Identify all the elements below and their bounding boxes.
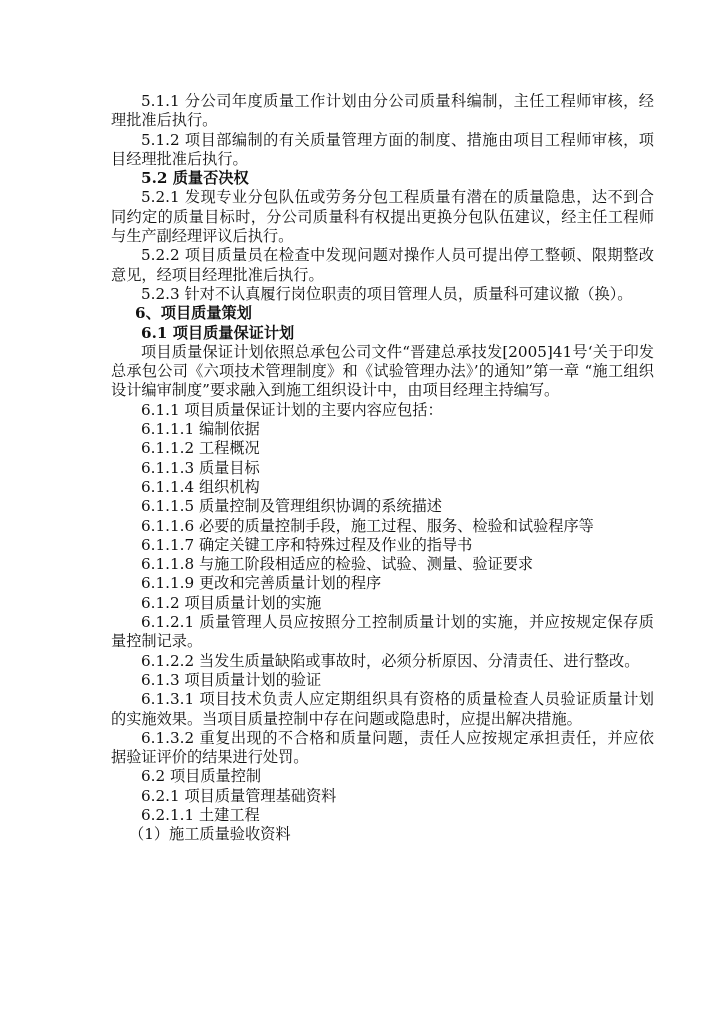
paragraph-6-1-3: 6.1.3 项目质量计划的验证: [141, 670, 322, 689]
list-item-6-1-1-1: 6.1.1.1 编制依据: [141, 420, 260, 439]
list-item-6-1-1-8: 6.1.1.8 与施工阶段相适应的检验、试验、测量、验证要求: [141, 555, 534, 574]
paragraph-5-2-3: 5.2.3 针对不认真履行岗位职责的项目管理人员，质量科可建议撤（换）。: [141, 284, 633, 303]
list-item-6-1-1-9: 6.1.1.9 更改和完善质量计划的程序: [141, 574, 382, 593]
heading-5-2: 5.2 质量否决权: [141, 169, 249, 188]
list-item-6-1-1-5: 6.1.1.5 质量控制及管理组织协调的系统描述: [141, 497, 442, 516]
paragraph-5-2-1: 5.2.1 发现专业分包队伍或劳务分包工程质量有潜在的质量隐患，达不到合同约定的质量目标时，分公司质量科有权提出更换分包队伍建议，经主任工程师与生产副经理评议后执行。: [111, 188, 654, 246]
heading-6: 6、项目质量策划: [135, 304, 252, 323]
paragraph-5-1-1: 5.1.1 分公司年度质量工作计划由分公司质量科编制，主任工程师审核，经理批准后执行。: [111, 92, 654, 130]
paragraph-5-2-2: 5.2.2 项目质量员在检查中发现问题对操作人员可提出停工整顿、限期整改意见，经项目经理批准后执行。: [111, 246, 654, 284]
list-item-6-1-1-4: 6.1.1.4 组织机构: [141, 477, 260, 496]
paragraph-6-1-intro: 项目质量保证计划依照总承包公司文件“晋建总承技发[2005]41号‘关于印发总承包公司《六项技术管理制度》和《试验管理办法》’的通知”第一章 “施工组织设计编审制度”要求融入到施工组织设计中，由项目经理主持编写。: [111, 342, 654, 400]
paragraph-6-1-2-2: 6.1.2.2 当发生质量缺陷或事故时，必须分析原因、分清责任、进行整改。: [141, 651, 640, 670]
list-item-6-1-1-7: 6.1.1.7 确定关键工序和特殊过程及作业的指导书: [141, 535, 473, 554]
paragraph-6-2-1-1: 6.2.1.1 土建工程: [141, 805, 260, 824]
paragraph-6-2-1: 6.2.1 项目质量管理基础资料: [141, 786, 337, 805]
heading-6-1: 6.1 项目质量保证计划: [141, 323, 295, 342]
paragraph-6-1-2-1: 6.1.2.1 质量管理人员应按照分工控制质量计划的实施，并应按规定保存质量控制记录。: [111, 613, 654, 651]
paragraph-6-1-2: 6.1.2 项目质量计划的实施: [141, 593, 322, 612]
paragraph-5-1-2: 5.1.2 项目部编制的有关质量管理方面的制度、措施由项目工程师审核，项目经理批准后执行。: [111, 130, 654, 168]
paragraph-6-1-1: 6.1.1 项目质量保证计划的主要内容应包括：: [141, 400, 443, 419]
list-item-construction-acceptance: （1）施工质量验收资料: [129, 825, 291, 844]
list-item-6-1-1-2: 6.1.1.2 工程概况: [141, 439, 260, 458]
paragraph-6-1-3-1: 6.1.3.1 项目技术负责人应定期组织具有资格的质量检查人员验证质量计划的实施效果。当项目质量控制中存在问题或隐患时，应提出解决措施。: [111, 690, 654, 728]
list-item-6-1-1-6: 6.1.1.6 必要的质量控制手段，施工过程、服务、检验和试验程序等: [141, 516, 594, 535]
list-item-6-1-1-3: 6.1.1.3 质量目标: [141, 458, 260, 477]
paragraph-6-2: 6.2 项目质量控制: [141, 767, 262, 786]
paragraph-6-1-3-2: 6.1.3.2 重复出现的不合格和质量问题，责任人应按规定承担责任，并应依据验证评价的结果进行处罚。: [111, 728, 654, 767]
